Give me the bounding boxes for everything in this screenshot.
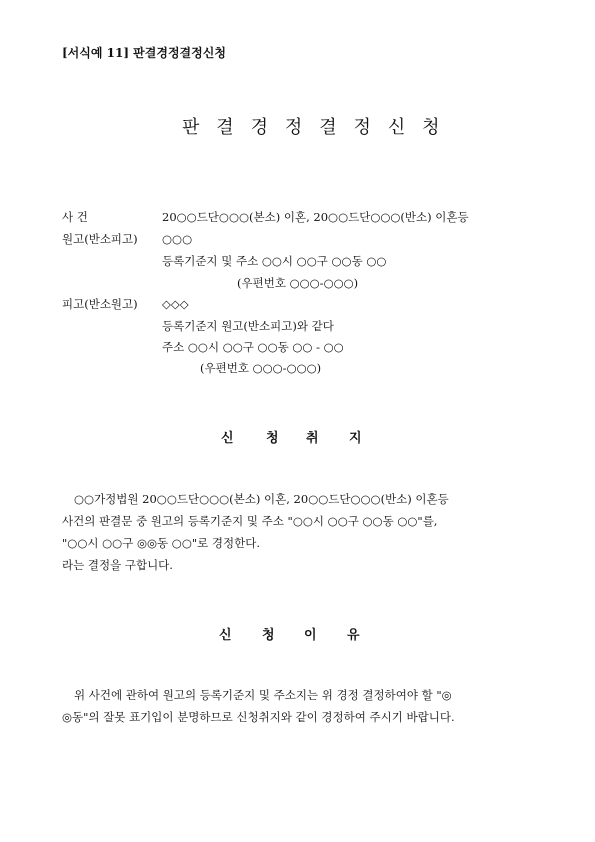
plaintiff-name: ○○○ [162, 232, 193, 246]
purpose-line: "○○시 ○○구 ◎◎동 ○○"로 경정한다. [62, 536, 261, 550]
reason-heading-char: 청 [262, 628, 275, 643]
plaintiff-postal-code: (우편번호 ○○○-○○○) [237, 276, 359, 290]
purpose-line: 사건의 판결문 중 원고의 등록기준지 및 주소 "○○시 ○○구 ○○동 ○○"를, [62, 514, 438, 528]
purpose-heading [0, 427, 595, 446]
purpose-line: 라는 결정을 구합니다. [62, 558, 173, 572]
reason-heading-char: 유 [347, 628, 360, 643]
defendant-registry: 등록기준지 원고(반소피고)와 같다 [162, 319, 334, 333]
case-number: 20○○드단○○○(본소) 이혼, 20○○드단○○○(반소) 이혼등 [162, 210, 469, 224]
reason-heading-char: 신 [219, 628, 232, 643]
reason-heading [0, 624, 595, 643]
purpose-heading-char: 취 [306, 431, 319, 446]
purpose-line: ○○가정법원 20○○드단○○○(본소) 이혼, 20○○드단○○○(반소) 이혼등 [74, 492, 449, 506]
purpose-heading-char: 신 [221, 431, 234, 446]
reason-line: 위 사건에 관하여 원고의 등록기준지 및 주소지는 위 경정 결정하여야 할 "◎ [74, 688, 452, 702]
reason-line: ◎동"의 잘못 표기입이 분명하므로 신청취지와 같이 경정하여 주시기 바랍니다. [62, 710, 455, 724]
plaintiff-label: 원고(반소피고) [62, 232, 138, 246]
form-label: [서식예 11] 판결경정결정신청 [62, 46, 226, 60]
purpose-heading-char: 지 [349, 431, 362, 446]
case-label: 사 건 [62, 210, 88, 224]
defendant-postal-code: (우편번호 ○○○-○○○) [200, 361, 322, 375]
plaintiff-address: 등록기준지 및 주소 ○○시 ○○구 ○○동 ○○ [162, 254, 387, 268]
purpose-heading-char: 청 [266, 431, 279, 446]
defendant-name: ◇◇◇ [162, 297, 189, 311]
reason-paragraph [62, 684, 455, 728]
defendant-address: 주소 ○○시 ○○구 ○○동 ○○ - ○○ [162, 340, 344, 354]
reason-heading-char: 이 [304, 628, 317, 643]
purpose-paragraph [62, 488, 449, 576]
document-title: 판 결 경 정 결 정 신 청 [182, 117, 446, 138]
defendant-label: 피고(반소원고) [62, 297, 138, 311]
